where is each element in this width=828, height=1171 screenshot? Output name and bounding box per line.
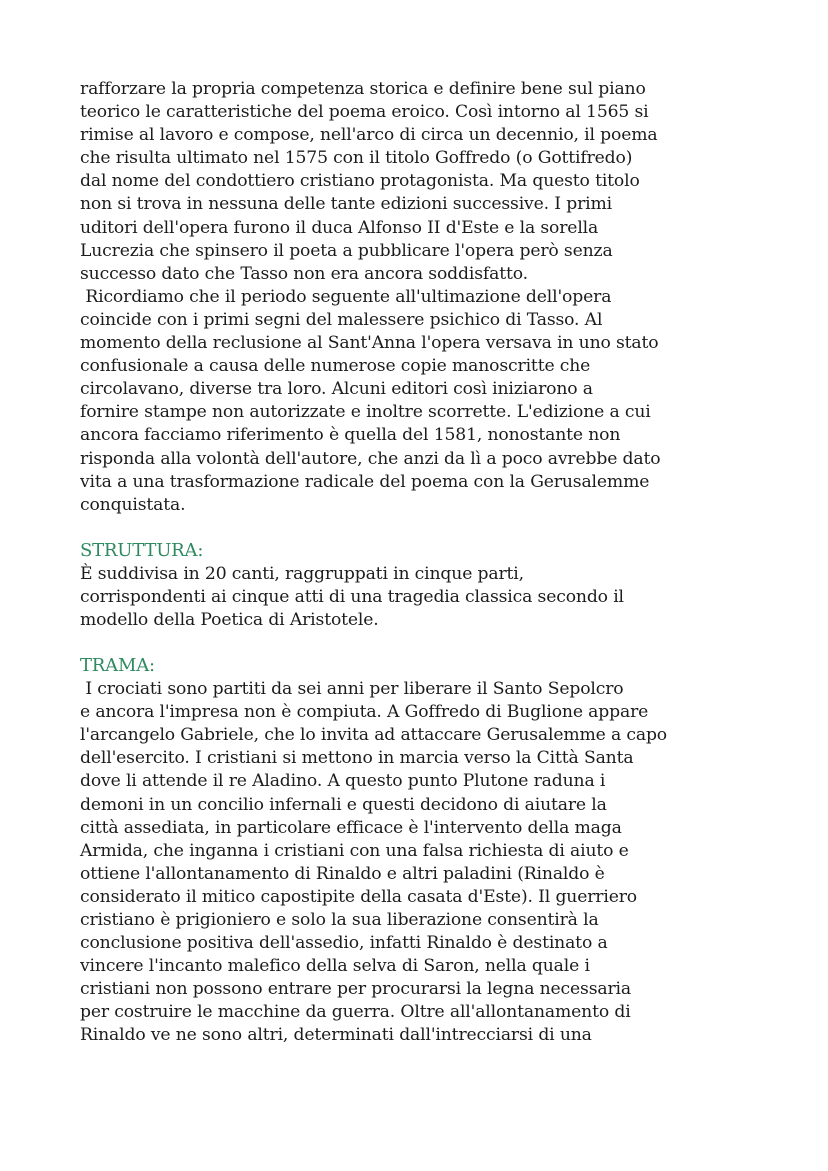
text-line: momento della reclusione al Sant'Anna l'opera versava in uno stato [80, 333, 659, 354]
text-line: risponda alla volontà dell'autore, che anzi da lì a poco avrebbe dato [80, 448, 661, 469]
text-line: ottiene l'allontanamento di Rinaldo e altri paladini (Rinaldo è [80, 863, 605, 884]
text-line: conclusione positiva dell'assedio, infatti Rinaldo è destinato a [80, 933, 608, 954]
text-line: rafforzare la propria competenza storica e definire bene sul piano [80, 79, 646, 99]
text-line: modello della Poetica di Aristotele. [80, 609, 379, 630]
section-heading-struttura: STRUTTURA: [80, 539, 204, 561]
text-line: dove li attende il re Aladino. A questo punto Plutone raduna i [80, 771, 606, 792]
text-line: considerato il mitico capostipite della casata d'Este). Il guerriero [80, 886, 637, 907]
text-line: fornire stampe non autorizzate e inoltre scorrette. L'edizione a cui [80, 402, 651, 423]
text-line: che risulta ultimato nel 1575 con il titolo Goffredo (o Gottifredo) [80, 148, 633, 169]
text-line: dell'esercito. I cristiani si mettono in marcia verso la Città Santa [80, 748, 634, 769]
text-line: Ricordiamo che il periodo seguente all'ultimazione dell'opera [80, 286, 612, 307]
text-line: ancora facciamo riferimento è quella del 1581, nonostante non [80, 425, 621, 446]
text-line: dal nome del condottiero cristiano protagonista. Ma questo titolo [80, 171, 640, 192]
text-line: rimise al lavoro e compose, nell'arco di circa un decennio, il poema [80, 125, 658, 146]
text-line: Rinaldo ve ne sono altri, determinati dall'intrecciarsi di una [80, 1025, 592, 1046]
text-line: circolavano, diverse tra loro. Alcuni editori così iniziarono a [80, 379, 593, 400]
trama-section [80, 654, 770, 1048]
text-line: e ancora l'impresa non è compiuta. A Goffredo di Buglione appare [80, 702, 649, 723]
struttura-section [80, 539, 770, 632]
text-line: vita a una trasformazione radicale del poema con la Gerusalemme [80, 471, 650, 492]
text-line: Armida, che inganna i cristiani con una falsa richiesta di aiuto e [80, 840, 629, 861]
text-line: confusionale a causa delle numerose copie manoscritte che [80, 356, 591, 377]
section-heading-trama: TRAMA: [80, 655, 155, 677]
text-line: È suddivisa in 20 canti, raggruppati in cinque parti, [80, 563, 524, 584]
text-line: per costruire le macchine da guerra. Oltre all'allontanamento di [80, 1002, 631, 1023]
text-line: successo dato che Tasso non era ancora soddisfatto. [80, 263, 528, 284]
text-line: Lucrezia che spinsero il poeta a pubblicare l'opera però senza [80, 240, 613, 261]
text-line: conquistata. [80, 494, 186, 515]
text-line: città assediata, in particolare efficace è l'intervento della maga [80, 817, 622, 838]
text-line: l'arcangelo Gabriele, che lo invita ad attaccare Gerusalemme a capo [80, 725, 668, 746]
text-line: non si trova in nessuna delle tante edizioni successive. I primi [80, 194, 612, 215]
text-line: vincere l'incanto malefico della selva di Saron, nella quale i [80, 956, 590, 977]
document-page [80, 78, 770, 1048]
text-line: coincide con i primi segni del malessere psichico di Tasso. Al [80, 309, 603, 330]
text-line: cristiani non possono entrare per procurarsi la legna necessaria [80, 979, 631, 1000]
text-line: corrispondenti ai cinque atti di una tragedia classica secondo il [80, 586, 624, 607]
text-line: uditori dell'opera furono il duca Alfonso II d'Este e la sorella [80, 217, 599, 238]
text-line: teorico le caratteristiche del poema eroico. Così intorno al 1565 si [80, 102, 649, 123]
text-line: demoni in un concilio infernali e questi decidono di aiutare la [80, 794, 607, 815]
text-line: I crociati sono partiti da sei anni per liberare il Santo Sepolcro [80, 679, 624, 700]
text-line: cristiano è prigioniero e solo la sua liberazione consentirà la [80, 910, 599, 930]
intro-section [80, 78, 770, 517]
